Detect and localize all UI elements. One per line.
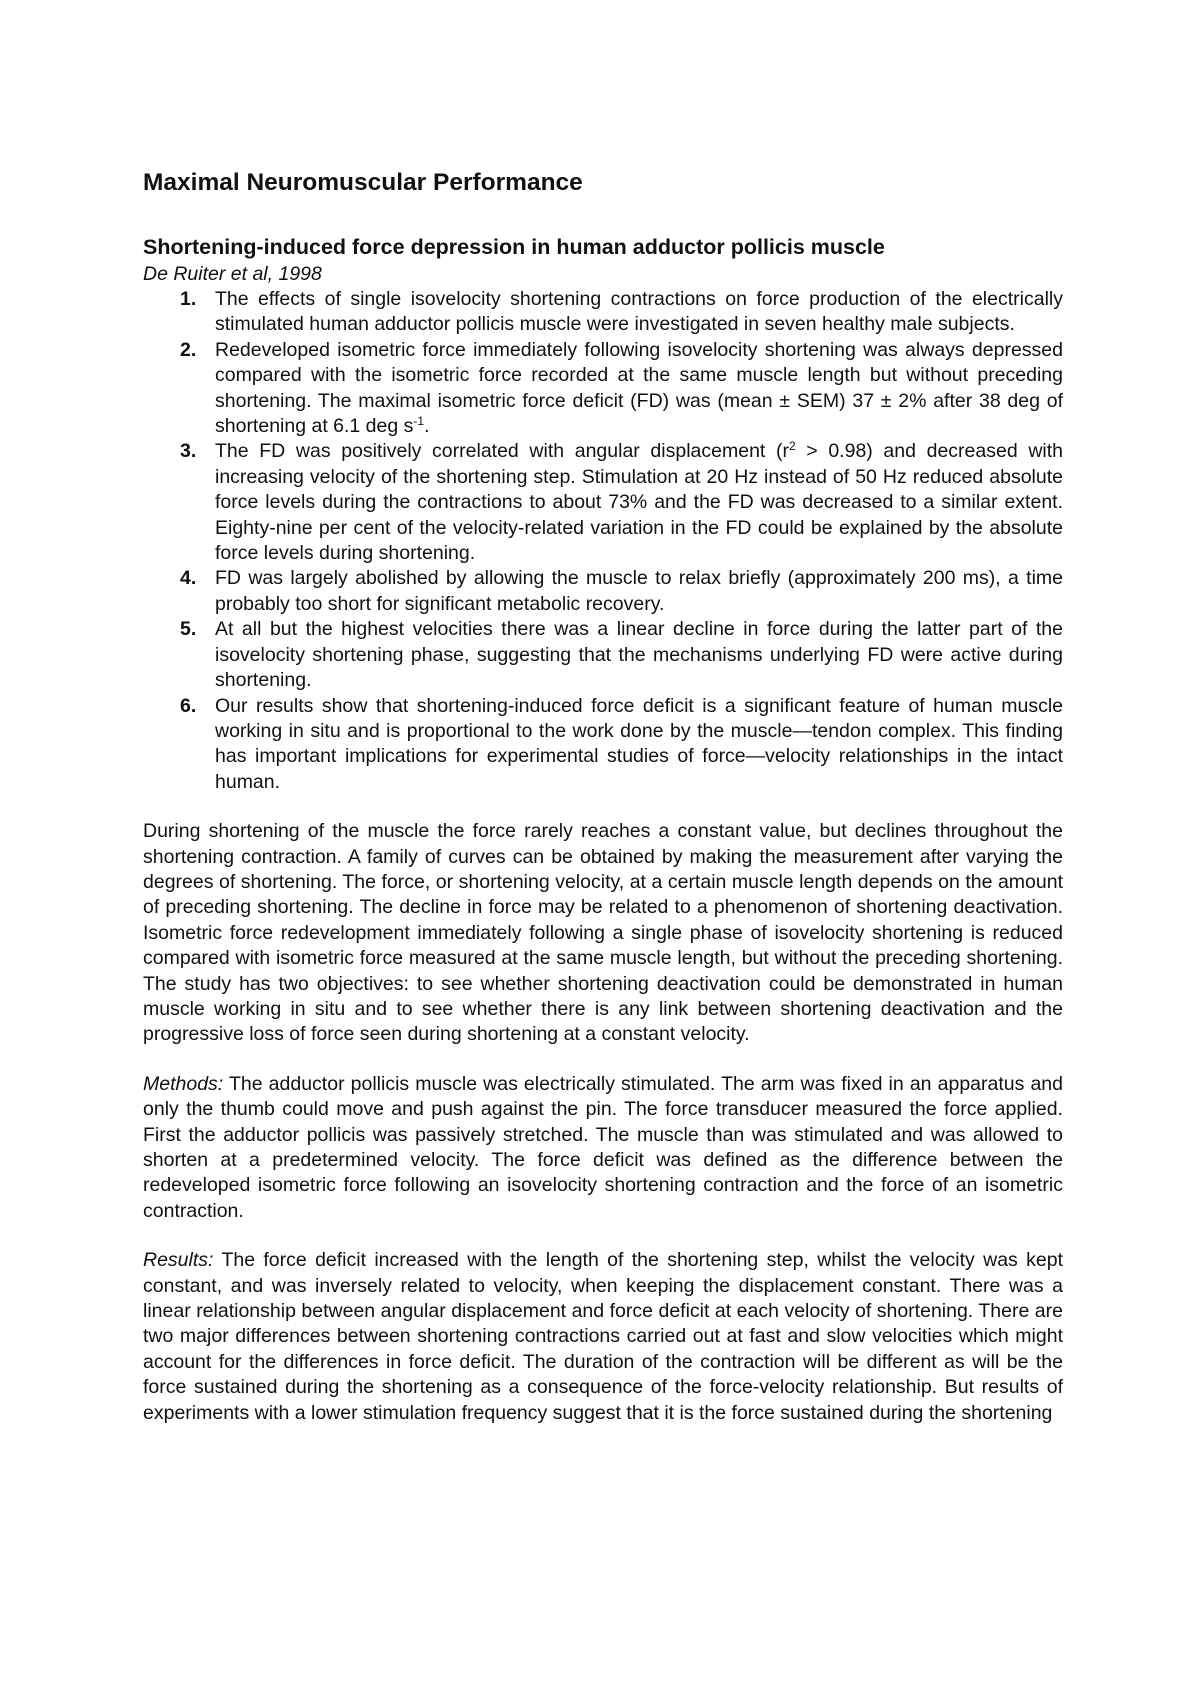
section-title: Shortening-induced force depression in human adductor pollicis muscle [143, 235, 885, 259]
finding-item [143, 694, 1063, 796]
results-paragraph [143, 1248, 1063, 1426]
document-title: Maximal Neuromuscular Performance [143, 169, 583, 196]
finding-text: At all but the highest velocities there was a linear decline in force during the latter part of the isovelocity shortening phase, suggesting that the mechanisms underlying FD were active during shortening. [215, 618, 1063, 692]
finding-text-start: The FD was positively correlated with angular displacement (r [215, 440, 789, 463]
finding-text: Our results show that shortening-induced force deficit is a significant feature of human muscle working in situ and is proportional to the work done by the muscle—tendon complex. This finding has important implications for experimental studies of force—velocity relationships in the intact human. [215, 694, 1063, 793]
document-body [143, 167, 1063, 1426]
finding-number: 4. [180, 567, 197, 590]
methods-paragraph [143, 1072, 1063, 1224]
results-label: Results: [143, 1249, 214, 1272]
citation: De Ruiter et al, 1998 [143, 263, 322, 285]
finding-number: 3. [180, 440, 197, 463]
finding-item [143, 566, 1063, 617]
finding-number: 2. [180, 338, 197, 361]
finding-item [143, 338, 1063, 440]
finding-number: 5. [180, 618, 197, 641]
finding-text: FD was largely abolished by allowing the muscle to relax briefly (approximately 200 ms), a time probably too short for significant metabolic recovery. [215, 567, 1063, 615]
finding-text: > 0.98) and decreased with increasing velocity of the shortening step. Stimulation at 20 Hz instead of 50 Hz reduced absolute force levels during the contractions to about 73% and the FD was decreased to a similar extent. Eighty-nine per cent of the velocity-related variation in the FD could be explained by the absolute force levels during shortening. [215, 440, 1063, 565]
methods-text: The adductor pollicis muscle was electrically stimulated. The arm was fixed in an apparatus and only the thumb could move and push against the pin. The force transducer measured the force applied. First the adductor pollicis was passively stretched. The muscle than was stimulated and was allowed to shorten at a predetermined velocity. The force deficit was defined as the difference between the redeveloped isometric force following an isovelocity shortening contraction and the force of an isometric contraction. [143, 1072, 1063, 1222]
finding-item [143, 287, 1063, 338]
findings-list [143, 287, 1063, 795]
finding-text: Redeveloped isometric force immediately following isovelocity shortening was always depressed compared with the isometric force recorded at the same muscle length but without preceding shortening. The maximal isometric force deficit (FD) was (mean ± SEM) 37 ± 2% after 38 deg of shortening at 6.1 deg s [215, 338, 1063, 438]
finding-text: The effects of single isovelocity shortening contractions on force production of the electrically stimulated human adductor pollicis muscle were investigated in seven healthy male subjects. [215, 288, 1063, 336]
finding-number: 6. [180, 694, 197, 717]
superscript: -1 [413, 414, 425, 429]
finding-item [143, 617, 1063, 693]
methods-label: Methods: [143, 1072, 224, 1095]
finding-item [143, 439, 1063, 566]
finding-text-end: . [424, 415, 430, 438]
results-text: The force deficit increased with the length of the shortening step, whilst the velocity was kept constant, and was inversely related to velocity, when keeping the displacement constant. There was a linear relationship between angular displacement and force deficit at each velocity of shortening. There are two major differences between shortening contractions carried out at fast and slow velocities which might account for the differences in force deficit. The duration of the contraction will be different as will be the force sustained during the shortening as a consequence of the force-velocity relationship. But results of experiments with a lower stimulation frequency suggest that it is the force sustained during the shortening [143, 1249, 1063, 1424]
finding-number: 1. [180, 288, 197, 310]
intro-paragraph: During shortening of the muscle the force rarely reaches a constant value, but declines throughout the shortening contraction. A family of curves can be obtained by making the measurement after varying the degrees of shortening. The force, or shortening velocity, at a certain muscle length depends on the amount of preceding shortening. The decline in force may be related to a phenomenon of shortening deactivation. Isometric force redevelopment immediately following a single phase of isovelocity shortening is reduced compared with isometric force measured at the same muscle length, but without the preceding shortening. The study has two objectives: to see whether shortening deactivation could be demonstrated in human muscle working in situ and to see whether there is any link between shortening deactivation and the progressive loss of force seen during shortening at a constant velocity. [143, 820, 1063, 1046]
superscript: 2 [788, 439, 796, 454]
